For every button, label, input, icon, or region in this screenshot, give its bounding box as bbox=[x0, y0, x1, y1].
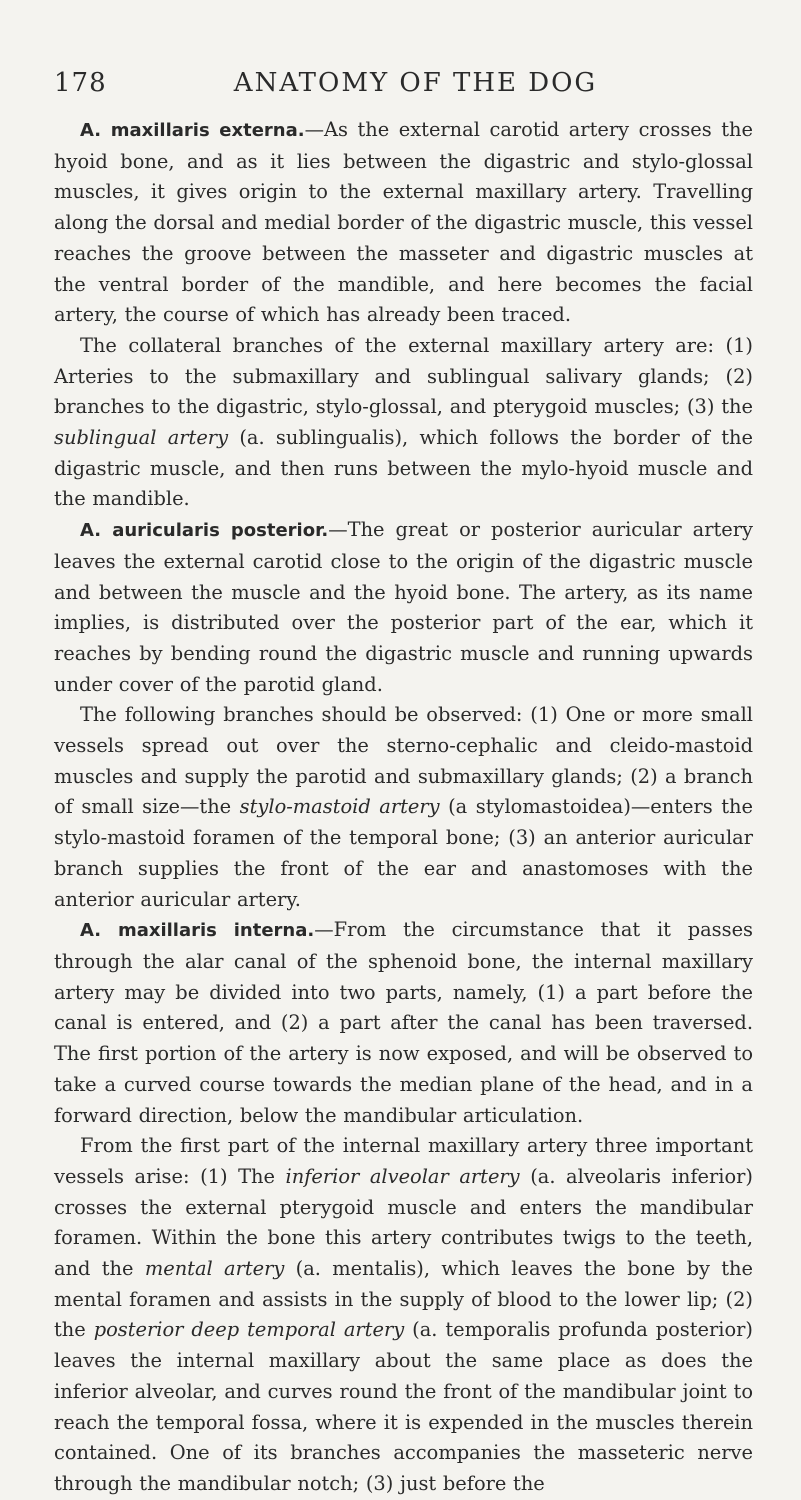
italic-term: stylo-mastoid artery bbox=[239, 795, 440, 819]
paragraph-auricular-branches bbox=[54, 700, 753, 915]
text-run: (a. mentalis), which leaves the bone by the mental foramen and assists in the supply of blood to the lower lip; (2) the bbox=[54, 1257, 754, 1342]
paragraph-collateral-branches bbox=[54, 331, 753, 515]
text-run: —From the circumstance that it passes through the alar canal of the sphenoid bone, the internal maxillary artery may be divided into two parts, namely, (1) a part before the canal is entered, and (2) a part after the canal has been traversed. The first portion of the artery is now exposed, and will be observed to take a curved course towards the median plane of the head, and in a forward direction, below the mandibular articulation. bbox=[54, 918, 754, 1127]
section-heading: A. maxillaris interna. bbox=[80, 920, 315, 942]
text-run: From the first part of the internal maxillary artery three important vessels arise: (1) The bbox=[54, 1134, 753, 1188]
paragraph-internal-maxillary bbox=[54, 915, 753, 1131]
italic-term: posterior deep temporal artery bbox=[93, 1318, 405, 1342]
text-run: (a stylomastoidea)—enters the stylo-mastoid foramen of the temporal bone; (3) an anterior auricular branch supplies the front of the ear and anastomoses with the anterior auricular artery. bbox=[54, 795, 754, 911]
text-run: —As the external carotid artery crosses the hyoid bone, and as it lies between the digastric and stylo-glossal muscles, it gives origin to the external maxillary artery. Travelling along the dorsal and medial border of the digastric muscle, this vessel reaches the groove between the masseter and digastric muscles at the ventral border of the mandible, and here becomes the facial artery, the course of which has already been traced. bbox=[54, 118, 753, 327]
text-run: The following branches should be observed: (1) One or more small vessels spread out over the sterno-cephalic and cleido-mastoid muscles and supply the parotid and submaxillary glands; (2) a branch of small size—the bbox=[54, 703, 753, 819]
text-run: (a. temporalis profunda posterior) leaves the internal maxillary about the same place as does the inferior alveolar, and curves round the front of the mandibular joint to reach the temporal fossa, where it is expended in the muscles therein contained. One of its branches accompanies the masseteric nerve through the mandibular notch; (3) just before the bbox=[54, 1318, 753, 1495]
body-text bbox=[54, 115, 753, 1500]
running-title: ANATOMY OF THE DOG bbox=[233, 68, 598, 98]
paragraph-external-maxillary bbox=[54, 115, 753, 331]
section-heading: A. auricularis posterior. bbox=[80, 520, 329, 542]
text-run: (a. sublingualis), which follows the border of the digastric muscle, and then runs between the mylo-hyoid muscle and the mandible. bbox=[54, 426, 753, 511]
section-heading: A. maxillaris externa. bbox=[80, 120, 305, 141]
text-run: —The great or posterior auricular artery leaves the external carotid close to the origin of the digastric muscle and between the muscle and the hyoid bone. The artery, as its name implies, is distributed over the posterior part of the ear, which it reaches by bending round the digastric muscle and running upwards under cover of the parotid gland. bbox=[54, 518, 754, 696]
page-number: 178 bbox=[54, 68, 107, 98]
italic-term: inferior alveolar artery bbox=[285, 1164, 520, 1188]
paragraph-posterior-auricular bbox=[54, 515, 753, 700]
paragraph-internal-maxillary-vessels bbox=[54, 1131, 753, 1499]
italic-term: sublingual artery bbox=[54, 426, 229, 450]
text-run: The collateral branches of the external maxillary artery are: (1) Arteries to the submaxillary and sublingual salivary glands; (2) branches to the digastric, stylo-glossal, and pterygoid muscles; (3) the bbox=[54, 333, 753, 419]
running-head bbox=[54, 68, 753, 104]
text-run: (a. alveolaris inferior) crosses the external pterygoid muscle and enters the mandibular foramen. Within the bone this artery contributes twigs to the teeth, and the bbox=[54, 1164, 753, 1281]
italic-term: mental artery bbox=[144, 1257, 285, 1281]
